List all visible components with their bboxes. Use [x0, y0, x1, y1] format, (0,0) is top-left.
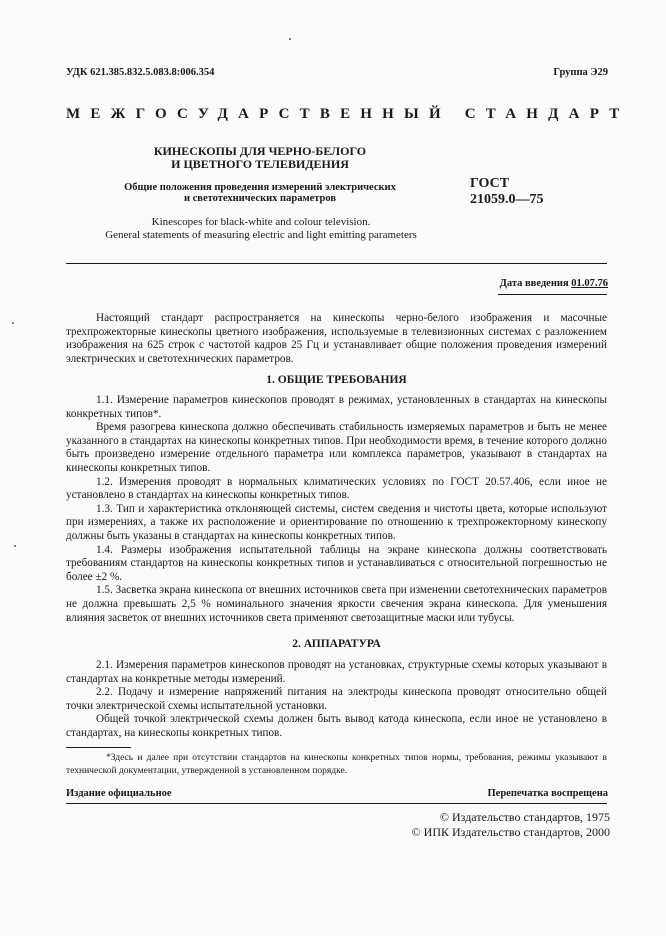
clause-1-1-cont: Время разогрева кинескопа должно обеспечивать стабильность измеряемых параметров и быть не менее указанного в стандартах на кинескопы конкретных типов. При необходимости время, в течение которого должно быть произведено измерение отдельного параметра или комплекса параметров, указывают в стандартах на кинескопы конкретных типов.	[66, 421, 607, 474]
clause-2-1: 2.1. Измерения параметров кинескопов проводят на установках, структурные схемы которых указывают в стандартах на конкретные методы измерений.	[66, 659, 607, 685]
gost-label: ГОСТ	[470, 176, 510, 191]
standard-banner: МЕЖГОСУДАРСТВЕННЫЙ СТАНДАРТ	[66, 106, 630, 122]
date-divider	[498, 294, 607, 295]
gost-block	[470, 176, 590, 208]
clause-1-1: 1.1. Измерение параметров кинескопов проводят в режимах, установленных в стандартах на кинескопы конкретных типов*.	[66, 394, 607, 420]
english-title	[96, 216, 426, 242]
reprint-prohibited: Перепечатка воспрещена	[487, 788, 608, 799]
clause-1-5: 1.5. Засветка экрана кинескопа от внешних источников света при изменении светотехнических параметров не должна превышать 2,5 % номинального значения яркости свечения экрана кинескопа. Для уменьшения влияния засветок от внешних источников света применяют светозащитные маски или тубусы.	[66, 584, 607, 624]
section-1-heading: 1. ОБЩИЕ ТРЕБОВАНИЯ	[266, 374, 407, 386]
section-2-body	[66, 659, 607, 741]
title-line-1: КИНЕСКОПЫ ДЛЯ ЧЕРНО-БЕЛОГО	[153, 144, 367, 158]
date-label: Дата введения	[499, 278, 569, 289]
footnote	[66, 752, 607, 778]
document-subtitle	[120, 182, 400, 204]
clause-2-2: 2.2. Подачу и измерение напряжений питания на электроды кинескопа проводят относительно общей точки электрической схемы испытательной установки.	[66, 686, 607, 712]
date-value: 01.07.76	[571, 278, 608, 289]
section-1-body	[66, 394, 607, 625]
english-title-line-2: General statements of measuring electric and light emitting parameters	[105, 229, 417, 241]
official-edition: Издание официальное	[66, 788, 172, 799]
effective-date	[500, 278, 608, 289]
title-line-2: И ЦВЕТНОГО ТЕЛЕВИДЕНИЯ	[171, 157, 349, 171]
copyright-2000: © ИПК Издательство стандартов, 2000	[411, 825, 610, 839]
copyright-1975: © Издательство стандартов, 1975	[439, 810, 610, 824]
english-title-line-1: Kinescopes for black-white and colour television.	[151, 216, 371, 228]
scan-speck	[12, 322, 14, 324]
intro-paragraph	[66, 312, 607, 366]
scan-speck	[14, 545, 16, 547]
clause-1-3: 1.3. Тип и характеристика отклоняющей системы, систем сведения и чистоты цвета, которые используют при измерениях, а также их расположение и ориентирование по отношению к трехпрожекторному кинескопу должны быть указаны в стандартах на кинескопы конкретных типов.	[66, 502, 607, 542]
scan-speck	[289, 38, 291, 40]
gost-number: 21059.0—75	[470, 192, 544, 207]
clause-2-2-cont: Общей точкой электрической схемы должен быть вывод катода кинескопа, если иное не установлено в стандартах, на кинескопы конкретных типов.	[66, 713, 607, 739]
section-2-heading: 2. АППАРАТУРА	[292, 638, 381, 650]
clause-1-4: 1.4. Размеры изображения испытательной таблицы на экране кинескопа должны соответствовать требованиям стандартов на кинескопы конкретных типов и устанавливаться с относительной погрешностью не более ±2 %.	[66, 543, 607, 583]
footer-divider	[66, 803, 607, 804]
header-divider	[66, 263, 607, 264]
subtitle-line-1: Общие положения проведения измерений электрических	[124, 182, 396, 193]
subtitle-line-2: и светотехнических параметров	[183, 193, 337, 204]
group-code: Группа Э29	[553, 67, 608, 78]
intro-text: Настоящий стандарт распространяется на кинескопы черно-белого изображения и масочные трехпрожекторные кинескопы цветного изображения, используемые в телевизионных системах с разложением изображения на 625 строк с частотой кадров 25 Гц и устанавливает общие положения проведения измерений электрических и светотехнических параметров.	[66, 312, 607, 365]
footnote-divider	[66, 747, 131, 748]
udk-code: УДК 621.385.832.5.083.8:006.354	[66, 67, 215, 78]
copyright-block	[400, 810, 610, 840]
footnote-text: *Здесь и далее при отсутствии стандартов на кинескопы конкретных типов нормы, требования, режимы указывают в технической документации, утвержденной в установленном порядке.	[66, 753, 607, 776]
clause-1-2: 1.2. Измерения проводят в нормальных климатических условиях по ГОСТ 20.57.406, если иное не установлено в стандартах на кинескопы конкретных типов.	[66, 475, 607, 502]
document-title	[120, 145, 400, 171]
